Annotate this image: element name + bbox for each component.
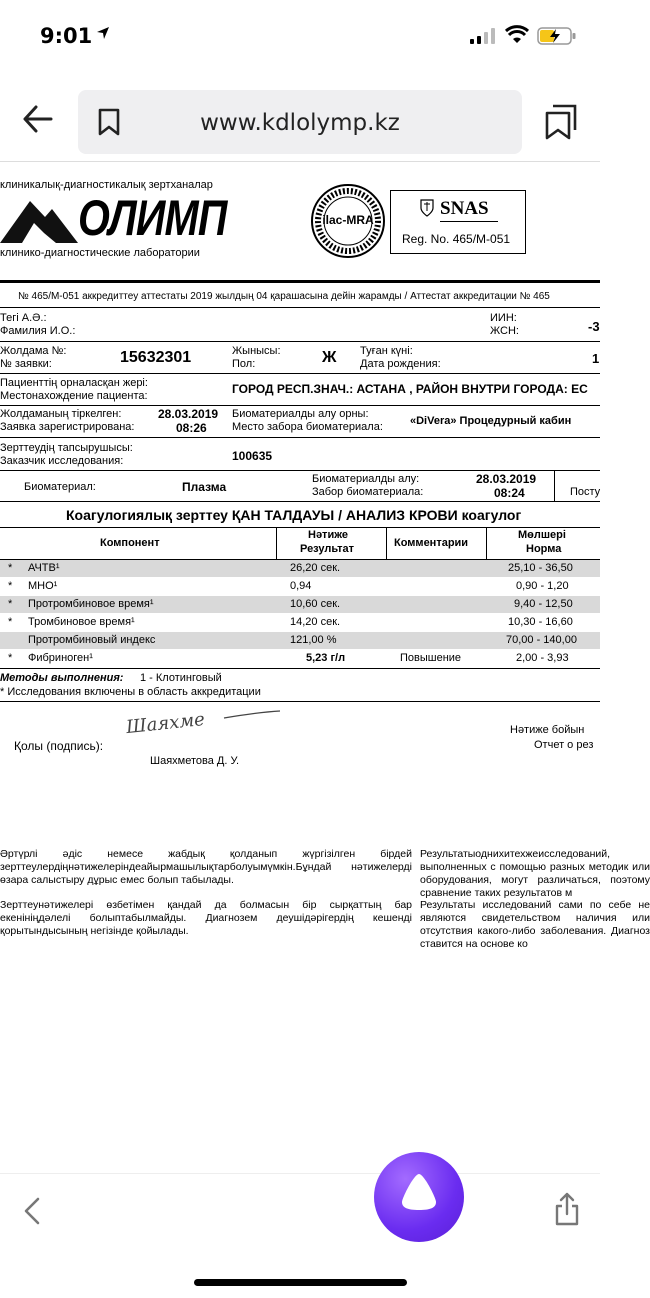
table-row-name: Тромбиновое время¹ [28,616,135,628]
received-label: Посту [570,486,601,498]
table-row-name: Фибриноген¹ [28,652,93,664]
wifi-icon [505,26,529,44]
header-divider [0,280,600,283]
signer-name: Шаяхметова Д. У. [150,755,240,767]
col-component-header: Компонент [100,537,160,549]
collection-label-ru: Забор биоматериала: [312,486,424,498]
dob-label-ru: Дата рождения: [360,358,441,370]
customer-label-ru: Заказчик исследования: [0,455,124,467]
table-row-norm: 0,90 - 1,20 [516,580,569,592]
collection-date: 28.03.2019 [476,472,537,486]
table-row-norm: 9,40 - 12,50 [514,598,573,610]
collection-label-kz: Биоматериалды алу: [312,473,420,485]
table-row-result: 14,20 сек. [290,616,341,628]
order-label-ru: № заявки: [0,358,52,370]
lab-name-ru: клинико-диагностические лаборатории [0,247,200,259]
sex-label-ru: Пол: [232,358,256,370]
dob-label-kz: Туған күні: [360,345,413,357]
table-row-result: 121,00 % [290,634,337,646]
url-text[interactable]: www.kdlolymp.kz [200,110,400,136]
col-norm-kz-header: Мөлшері [518,529,566,541]
signature-scribble: Шаяхме [125,708,206,739]
divider [486,527,487,559]
table-row-name: МНО¹ [28,580,58,592]
footer-kz-2: Зерттеунәтижелері өзбетімен қандай да болмасын бір сырқаттың бар екенініңдәлелі болыптабылмайды. Диагнозем деушідәрігердің кешенді қорытындысының негізінде қойылады. [0,899,412,937]
registered-time: 08:26 [176,421,207,435]
biomaterial-label: Биоматериал: [24,481,96,493]
customer-label-kz: Зерттеудің тапсырушысы: [0,442,133,454]
location-arrow-icon [96,26,110,40]
table-row-result: 0,94 [290,580,312,592]
table-row-mark: * [8,616,13,628]
table-bottom-border [0,668,600,669]
table-row-norm: 25,10 - 36,50 [508,562,573,574]
sex-value: Ж [322,349,337,366]
footer-kz-1: Әртүрлі әдіс немесе жабдық қолданып жүргізілген бірдей зерттеулердіңнәтижелеріндеайырмашылықтарболуымүмкін.Бұндай нәтижелерді өзара салыстыру дұрыс емес болып табылады. [0,848,412,886]
battery-charging-icon [537,27,577,45]
lab-logo-wordmark: ОЛИМП [78,190,227,246]
table-top-border [0,527,600,528]
result-note-ru: Отчет о рез [534,739,594,751]
table-row-name: Протромбиновый индекс [28,634,156,646]
snas-shield-icon [420,199,434,217]
voice-assistant-button[interactable] [374,1152,464,1242]
collection-time: 08:24 [494,486,525,500]
divider [554,471,555,501]
divider [0,373,600,374]
assistant-icon [396,1168,442,1214]
divider [0,307,600,308]
iin-label-ru: ЖСН: [490,325,519,337]
table-row-norm: 2,00 - 3,93 [516,652,569,664]
customer-value: 100635 [232,449,273,463]
registered-label-kz: Жолдаманың тіркелген: [0,408,122,420]
table-row-mark: * [8,562,13,574]
accreditation-note: * Исследования включены в область аккредитации [0,686,261,698]
result-note-kz: Нәтиже бойын [510,724,585,736]
collection-place-label-ru: Место забора биоматериала: [232,421,383,433]
browser-toolbar [0,82,600,162]
col-result-kz-header: Нәтиже [308,529,348,541]
footer-ru-2: Результаты исследований сами по себе не являются свидетельством наличия или отсутствия какого-либо заболевания. Диагноз ставится на основе ко [420,899,650,950]
ilac-mra-seal [310,183,386,259]
chevron-left-icon[interactable] [22,1196,42,1226]
divider [0,405,600,406]
table-row-mark: * [8,652,13,664]
cellular-signal-icon [470,28,496,44]
home-indicator[interactable] [194,1279,407,1286]
share-icon[interactable] [554,1192,580,1226]
surname-label-kz: Тегі А.Ә.: [0,312,47,324]
table-row-comment: Повышение [400,652,462,664]
table-row-mark: * [8,598,13,610]
table-row-result: 26,20 сек. [290,562,341,574]
collection-place-value: «DiVera» Процедурный кабин [410,415,572,427]
signature-stroke-icon [222,709,282,721]
divider [0,470,600,471]
ilac-text: ilac-MRA [322,213,374,227]
divider [386,527,387,559]
sex-label-kz: Жынысы: [232,345,281,357]
snas-title: SNAS [440,198,489,219]
table-row-name: АЧТВ¹ [28,562,60,574]
location-label-ru: Местонахождение пациента: [0,390,148,402]
accreditation-line: № 465/М-051 аккредиттеу аттестаты 2019 жылдың 04 қарашасына дейін жарамды / Аттестат аккредитации № 465 [18,291,550,302]
registered-label-ru: Заявка зарегистрирована: [0,421,135,433]
methods-value: 1 - Клотинговый [140,672,222,684]
location-value: ГОРОД РЕСП.ЗНАЧ.: АСТАНА , РАЙОН ВНУТРИ ГОРОДА: ЕС [232,382,588,396]
table-row-result: 5,23 г/л [306,652,346,664]
section-title: Коагулогиялық зерттеу ҚАН ТАЛДАУЫ / АНАЛИЗ КРОВИ коагулог [66,507,522,523]
divider [276,527,277,559]
col-comments-header: Комментарии [394,537,469,549]
surname-label-ru: Фамилия И.О.: [0,325,76,337]
table-row-name: Протромбиновое время¹ [28,598,154,610]
order-label-kz: Жолдама №: [0,345,67,357]
lab-name-kz: клиникалық-диагностикалық зертханалар [0,179,213,191]
table-row-mark: * [8,580,13,592]
table-row-result: 10,60 сек. [290,598,341,610]
registered-date: 28.03.2019 [158,407,219,421]
iin-tail: -3 [588,319,600,334]
col-norm-ru-header: Норма [526,543,562,555]
divider [0,341,600,342]
biomaterial-value: Плазма [182,480,227,494]
olymp-mountain-logo-icon [0,193,78,243]
divider [0,701,600,702]
table-row-norm: 10,30 - 16,60 [508,616,573,628]
dob-tail: 1 [592,351,600,366]
signature-label: Қолы (подпись): [14,739,104,753]
col-result-ru-header: Результат [300,543,355,555]
back-arrow-icon[interactable] [22,104,54,134]
browser-bottom-bar [0,1173,600,1298]
iin-label-kz: ИИН: [490,312,517,324]
table-row-norm: 70,00 - 140,00 [506,634,577,646]
divider [0,437,600,438]
address-bar[interactable] [78,90,522,154]
snas-underline [440,221,498,222]
snas-reg-number: Reg. No. 465/M-051 [402,232,511,246]
collection-place-label-kz: Биоматериалды алу орны: [232,408,369,420]
methods-label: Методы выполнения: [0,672,124,684]
lab-report-document [0,163,650,1173]
tabs-icon[interactable] [544,104,578,140]
divider [0,501,600,502]
location-label-kz: Пациенттің орналасқан жері: [0,377,148,389]
footer-ru-1: Результатыоднихитехжеисследований, выполненных с помощью разных методик или оборудования, могут различаться, поэтому сравнение таких результатов м [420,848,650,899]
status-bar [0,0,600,70]
status-time: 9:01 [40,24,93,48]
order-number: 15632301 [120,349,192,366]
